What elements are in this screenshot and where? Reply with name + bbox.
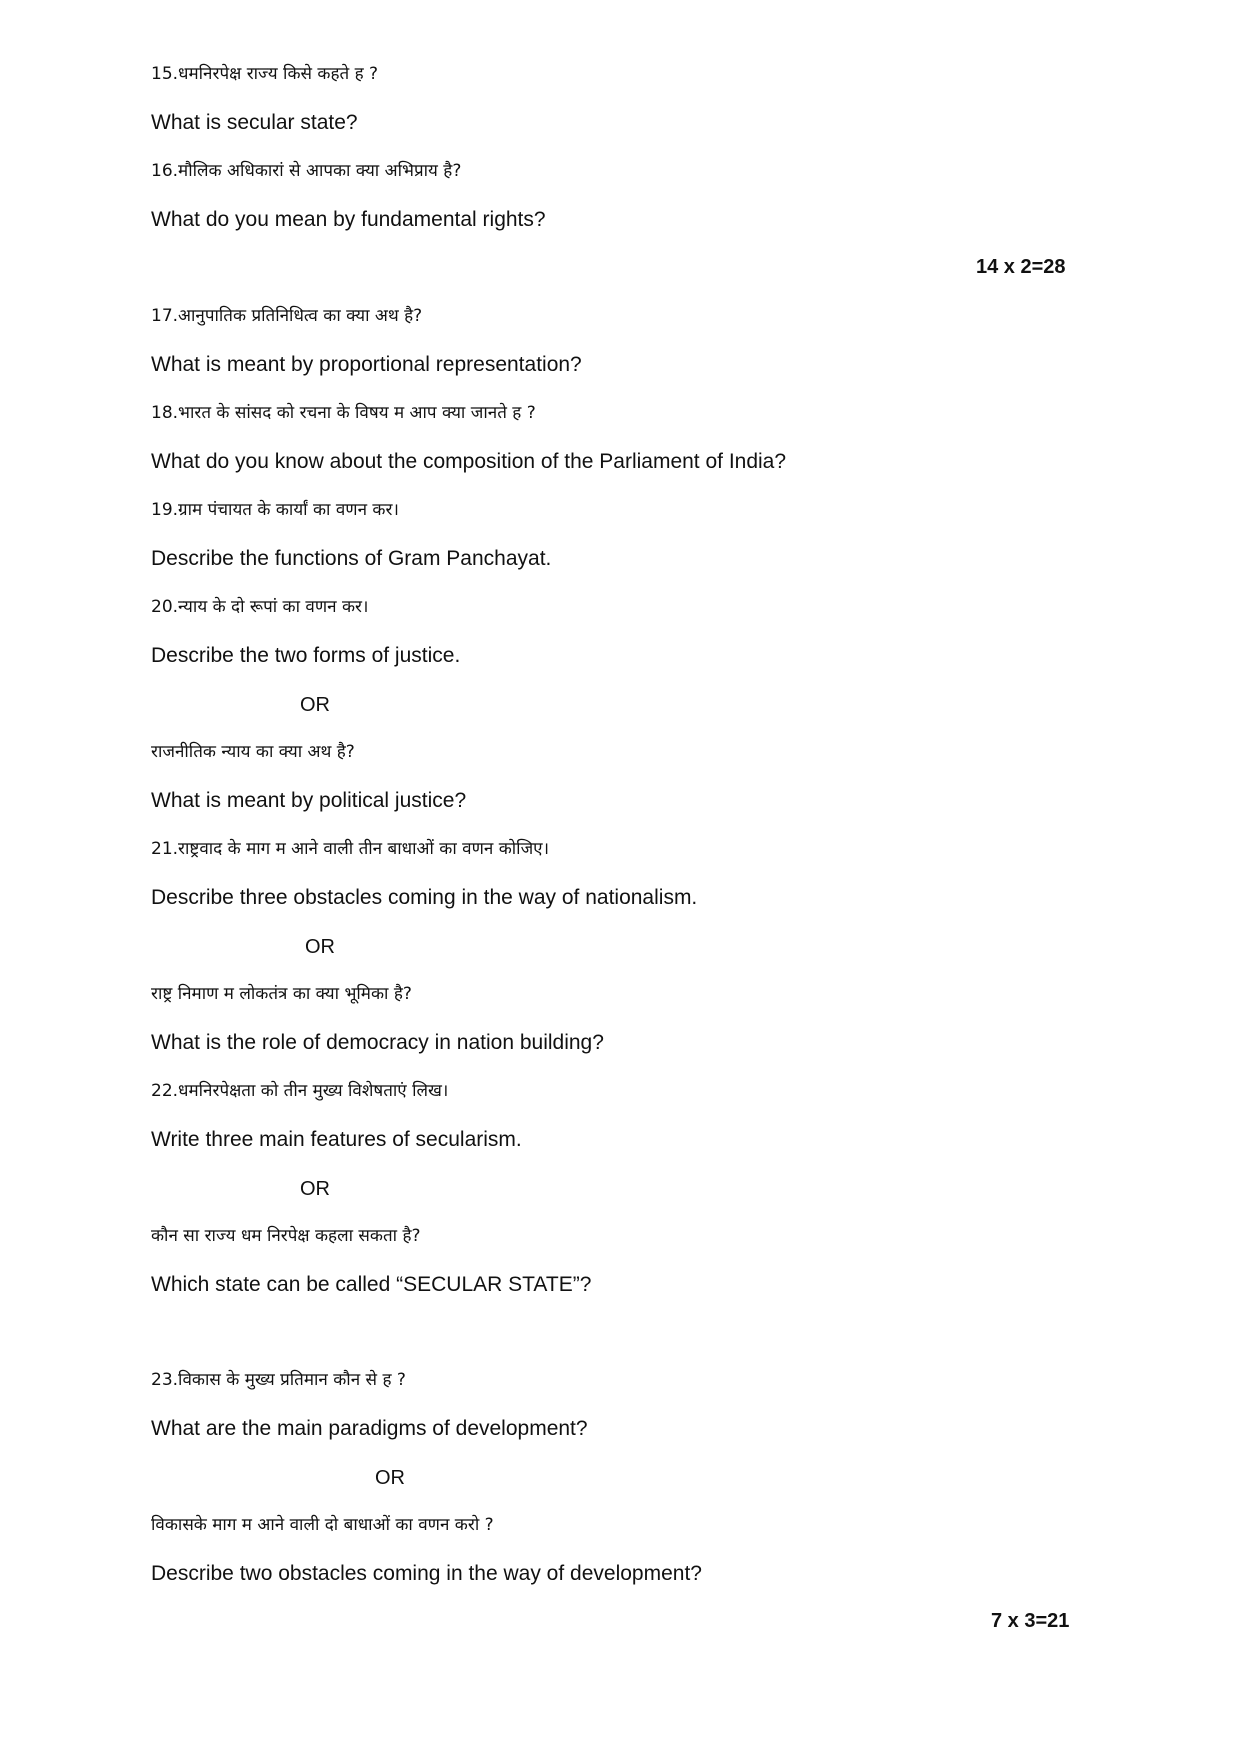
q19-english: Describe the functions of Gram Panchayat.	[151, 547, 552, 570]
q18-hindi: 18.भारत के सांसद को रचना के विषय म आप क्या जानते ह ?	[151, 403, 536, 423]
q15-hindi: 15.धमनिरपेक्ष राज्य किसे कहते ह ?	[151, 64, 379, 84]
q20-or-label: OR	[300, 694, 330, 716]
q22-english: Write three main features of secularism.	[151, 1128, 522, 1151]
q21-hindi: 21.राष्ट्रवाद के माग म आने वाली तीन बाधाओं का वणन कोजिए।	[151, 839, 550, 859]
q23-hindi: 23.विकास के मुख्य प्रतिमान कौन से ह ?	[151, 1370, 406, 1390]
section-marks-3: 7 x 3=21	[991, 1610, 1070, 1632]
q21-alt-english: What is the role of democracy in nation building?	[151, 1031, 604, 1054]
section-marks-2: 14 x 2=28	[976, 256, 1066, 278]
q23-or-label: OR	[375, 1467, 405, 1489]
q23-alt-hindi: विकासके माग म आने वाली दो बाधाओं का वणन करो ?	[151, 1515, 494, 1535]
q20-alt-english: What is meant by political justice?	[151, 789, 467, 812]
q23-english: What are the main paradigms of development?	[151, 1417, 588, 1440]
q22-hindi: 22.धमनिरपेक्षता को तीन मुख्य विशेषताएं लिख।	[151, 1081, 449, 1101]
q15-english: What is secular state?	[151, 111, 358, 134]
q17-english: What is meant by proportional representation?	[151, 353, 582, 376]
q20-alt-hindi: राजनीतिक न्याय का क्या अथ है?	[151, 742, 355, 762]
q20-hindi: 20.न्याय के दो रूपां का वणन कर।	[151, 597, 369, 617]
q20-english: Describe the two forms of justice.	[151, 644, 461, 667]
q19-hindi: 19.ग्राम पंचायत के कार्यां का वणन कर।	[151, 500, 399, 520]
q17-hindi: 17.आनुपातिक प्रतिनिधित्व का क्या अथ है?	[151, 306, 423, 326]
q22-or-label: OR	[300, 1178, 330, 1200]
q18-english: What do you know about the composition of the Parliament of India?	[151, 450, 787, 473]
q22-alt-hindi: कौन सा राज्य धम निरपेक्ष कहला सकता है?	[151, 1226, 421, 1246]
q16-english: What do you mean by fundamental rights?	[151, 208, 546, 231]
q16-hindi: 16.मौलिक अधिकारां से आपका क्या अभिप्राय है?	[151, 161, 462, 181]
q21-english: Describe three obstacles coming in the way of nationalism.	[151, 886, 698, 909]
q22-alt-english: Which state can be called “SECULAR STATE”?	[151, 1273, 592, 1296]
q23-alt-english: Describe two obstacles coming in the way of development?	[151, 1562, 702, 1585]
q21-or-label: OR	[305, 936, 335, 958]
q21-alt-hindi: राष्ट्र निमाण म लोकतंत्र का क्या भूमिका है?	[151, 984, 412, 1004]
